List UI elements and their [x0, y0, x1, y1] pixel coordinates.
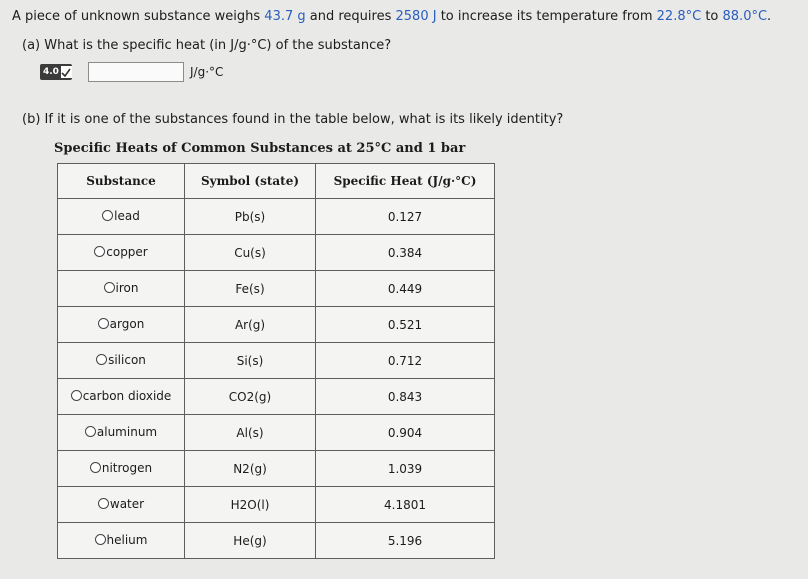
option-label: helium — [106, 532, 148, 547]
table-row — [58, 235, 495, 271]
attempt-check-badge — [40, 64, 72, 80]
specific-heats-table — [57, 163, 495, 559]
option-label: carbon dioxide — [82, 388, 172, 403]
radio-icon[interactable] — [104, 282, 115, 293]
symbol-cell: Al(s) — [185, 415, 316, 451]
unit-label: J/g·°C — [190, 65, 224, 79]
symbol-cell: CO2(g) — [185, 379, 316, 415]
specific-heat-input[interactable] — [88, 62, 184, 82]
heat-cell: 0.712 — [316, 343, 495, 379]
table-row — [58, 451, 495, 487]
symbol-cell: Pb(s) — [185, 199, 316, 235]
radio-icon[interactable] — [102, 210, 113, 221]
option-carbon-dioxide[interactable] — [58, 379, 185, 415]
radio-icon[interactable] — [94, 246, 105, 257]
problem-text-mid1: and requires — [305, 9, 396, 24]
option-helium[interactable] — [58, 523, 185, 559]
option-water[interactable] — [58, 487, 185, 523]
heat-cell: 0.127 — [316, 199, 495, 235]
table-row — [58, 271, 495, 307]
option-label: lead — [114, 208, 140, 223]
heat-cell: 5.196 — [316, 523, 495, 559]
option-label: iron — [115, 280, 139, 295]
table-row — [58, 307, 495, 343]
option-lead[interactable] — [58, 199, 185, 235]
table-row — [58, 487, 495, 523]
table-row — [58, 199, 495, 235]
part-a-question: (a) What is the specific heat (in J/g·°C) of the substance? — [22, 38, 392, 53]
option-label: aluminum — [96, 424, 158, 439]
heat-cell: 4.1801 — [316, 487, 495, 523]
option-copper[interactable] — [58, 235, 185, 271]
radio-icon[interactable] — [95, 534, 106, 545]
option-label: copper — [106, 244, 148, 259]
heat-cell: 0.521 — [316, 307, 495, 343]
heat-cell: 0.904 — [316, 415, 495, 451]
option-aluminum[interactable] — [58, 415, 185, 451]
part-a-answer-row — [40, 61, 223, 83]
badge-number: 4.0 — [43, 67, 59, 77]
option-nitrogen[interactable] — [58, 451, 185, 487]
initial-temperature: 22.8°C — [656, 9, 702, 24]
option-label: silicon — [108, 352, 146, 367]
energy-value: 2580 J — [395, 9, 437, 24]
symbol-cell: H2O(l) — [185, 487, 316, 523]
radio-icon[interactable] — [98, 498, 109, 509]
radio-icon[interactable] — [71, 390, 82, 401]
radio-icon[interactable] — [98, 318, 109, 329]
table-row — [58, 343, 495, 379]
header-substance: Substance — [58, 164, 185, 199]
symbol-cell: Si(s) — [185, 343, 316, 379]
mass-value: 43.7 g — [264, 9, 306, 24]
option-iron[interactable] — [58, 271, 185, 307]
final-temperature: 88.0°C — [722, 9, 768, 24]
option-label: nitrogen — [101, 460, 153, 475]
problem-text-mid2: to increase its temperature from — [436, 9, 657, 24]
option-argon[interactable] — [58, 307, 185, 343]
option-label: argon — [109, 316, 145, 331]
option-label: water — [109, 496, 145, 511]
heat-cell: 0.449 — [316, 271, 495, 307]
problem-text-end: . — [767, 9, 772, 24]
symbol-cell: He(g) — [185, 523, 316, 559]
radio-icon[interactable] — [90, 462, 101, 473]
header-specific-heat: Specific Heat (J/g·°C) — [316, 164, 495, 199]
heat-cell: 0.384 — [316, 235, 495, 271]
part-b-question: (b) If it is one of the substances found in the table below, what is its likely identity? — [22, 112, 564, 127]
symbol-cell: Ar(g) — [185, 307, 316, 343]
problem-statement — [12, 8, 771, 26]
checkmark-icon — [61, 66, 72, 78]
symbol-cell: Cu(s) — [185, 235, 316, 271]
table-row — [58, 415, 495, 451]
radio-icon[interactable] — [85, 426, 96, 437]
option-silicon[interactable] — [58, 343, 185, 379]
table-row — [58, 523, 495, 559]
problem-text-mid3: to — [701, 9, 723, 24]
heat-cell: 0.843 — [316, 379, 495, 415]
table-title: Specific Heats of Common Substances at 25°C and 1 bar — [54, 141, 466, 156]
problem-text-prefix: A piece of unknown substance weighs — [12, 9, 265, 24]
header-symbol: Symbol (state) — [185, 164, 316, 199]
symbol-cell: N2(g) — [185, 451, 316, 487]
table-row — [58, 379, 495, 415]
symbol-cell: Fe(s) — [185, 271, 316, 307]
heat-cell: 1.039 — [316, 451, 495, 487]
table-header-row — [58, 164, 495, 199]
radio-icon[interactable] — [96, 354, 107, 365]
